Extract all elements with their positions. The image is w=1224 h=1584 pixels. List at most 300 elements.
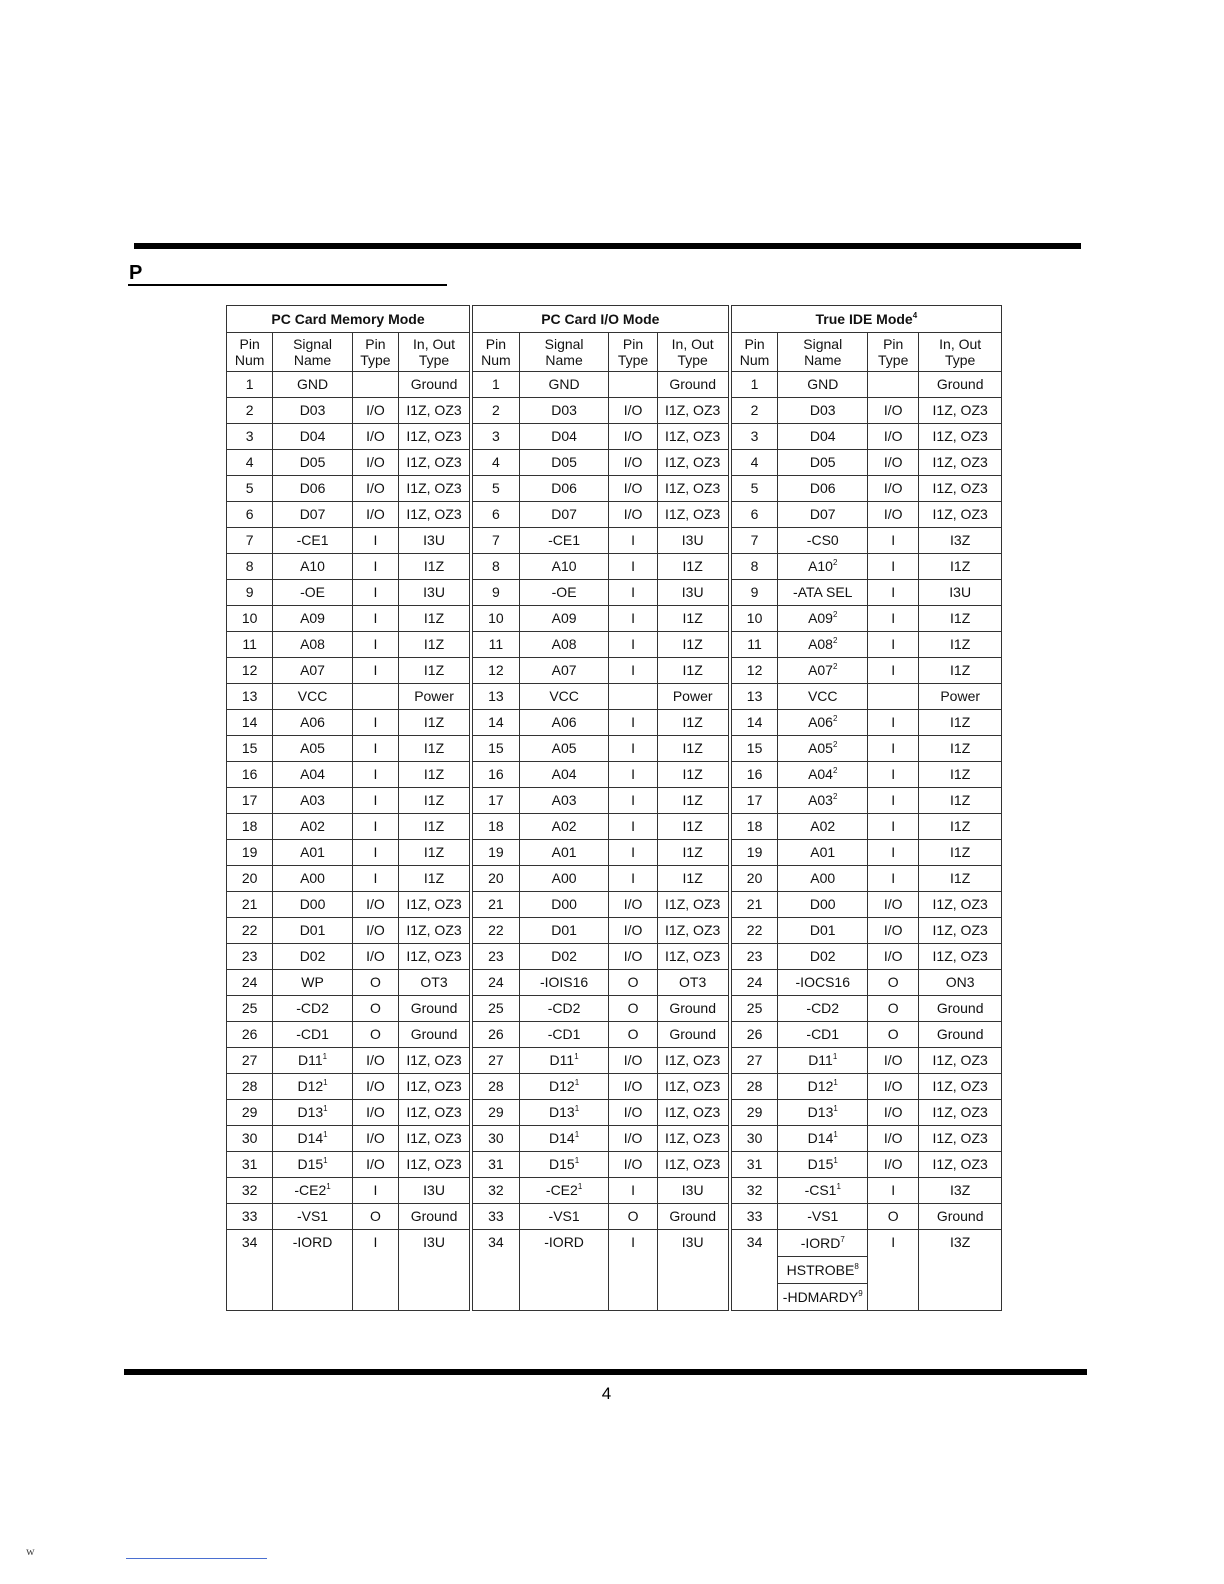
- pin-type-cell: I/O: [609, 1100, 657, 1126]
- in-out-type-cell: I1Z: [919, 606, 1002, 632]
- in-out-type-cell: I1Z, OZ3: [657, 944, 730, 970]
- column-header-row: [227, 333, 1002, 372]
- pin-num-cell: 25: [730, 996, 778, 1022]
- pin-num-cell: 4: [471, 450, 519, 476]
- pin-num-cell: 7: [471, 528, 519, 554]
- pin-type-cell: I: [352, 840, 398, 866]
- pin-num-cell: 9: [730, 580, 778, 606]
- in-out-type-cell: OT3: [657, 970, 730, 996]
- signal-name-cell: GND: [778, 372, 868, 398]
- footnote-marker: 1: [574, 1156, 580, 1165]
- signal-name-cell: D00: [778, 892, 868, 918]
- footnote-marker: 1: [574, 1052, 579, 1061]
- pin-num-cell: 23: [227, 944, 273, 970]
- in-out-type-cell: I1Z, OZ3: [919, 892, 1002, 918]
- signal-name-cell: $D15^1$: [519, 1152, 609, 1178]
- pin-num-cell: 5: [730, 476, 778, 502]
- in-out-type-cell: I3U: [399, 580, 471, 606]
- pin-num-cell: 13: [227, 684, 273, 710]
- pin-type-cell: I/O: [868, 476, 919, 502]
- in-out-type-cell: I1Z, OZ3: [657, 398, 730, 424]
- pin-num-cell: 3: [227, 424, 273, 450]
- in-out-type-cell: Ground: [657, 372, 730, 398]
- pin-num-cell: 1: [227, 372, 273, 398]
- signal-name-cell: $D13^1$: [519, 1100, 609, 1126]
- signal-name-cell: A00: [273, 866, 353, 892]
- in-out-type-cell: Ground: [919, 996, 1002, 1022]
- pin-type-cell: I/O: [352, 1074, 398, 1100]
- pin-num-cell: 18: [471, 814, 519, 840]
- pin-num-cell: 22: [471, 918, 519, 944]
- table-row: [227, 606, 1002, 632]
- signal-name-cell: D01: [519, 918, 609, 944]
- signal-name-cell: D06: [519, 476, 609, 502]
- in-out-type-cell: Ground: [657, 996, 730, 1022]
- pin-num-cell: 15: [471, 736, 519, 762]
- pin-type-cell: I/O: [868, 398, 919, 424]
- in-out-type-cell: I1Z, OZ3: [657, 1152, 730, 1178]
- signal-name-cell: $A03^2$: [778, 788, 868, 814]
- pin-num-cell: 13: [730, 684, 778, 710]
- signal-name-cell: A02: [273, 814, 353, 840]
- pin-num-cell: 19: [227, 840, 273, 866]
- in-out-type-cell: Power: [919, 684, 1002, 710]
- table-row: [227, 1230, 1002, 1311]
- in-out-type-cell: Ground: [399, 1022, 471, 1048]
- signal-name-cell: A09: [273, 606, 353, 632]
- pin-type-cell: I: [609, 736, 657, 762]
- footnote-marker: 1: [574, 1130, 580, 1139]
- signal-name-entry: -HDMARDY$^9$: [778, 1283, 867, 1310]
- pin-type-cell: O: [868, 1022, 919, 1048]
- in-out-type-cell: I1Z, OZ3: [657, 476, 730, 502]
- pin-num-cell: 25: [227, 996, 273, 1022]
- in-out-type-cell: I1Z: [919, 736, 1002, 762]
- group-header-ide-mode: True IDE Mode$^4$: [730, 306, 1002, 333]
- table-row: [227, 840, 1002, 866]
- in-out-type-cell: I1Z, OZ3: [399, 450, 471, 476]
- signal-name-cell: -CE1: [273, 528, 353, 554]
- in-out-type-cell: I1Z, OZ3: [919, 424, 1002, 450]
- in-out-type-cell: I1Z: [399, 788, 471, 814]
- signal-name-cell: -ATA SEL: [778, 580, 868, 606]
- in-out-type-cell: I1Z, OZ3: [919, 476, 1002, 502]
- pin-num-cell: 8: [227, 554, 273, 580]
- in-out-type-cell: I3U: [657, 580, 730, 606]
- in-out-type-cell: I1Z, OZ3: [657, 1100, 730, 1126]
- signal-name-cell: -CD1: [273, 1022, 353, 1048]
- pin-num-cell: 2: [471, 398, 519, 424]
- in-out-type-cell: I3U: [657, 1178, 730, 1204]
- in-out-type-cell: I1Z: [919, 866, 1002, 892]
- in-out-type-cell: I1Z, OZ3: [399, 502, 471, 528]
- signal-name-cell: A01: [273, 840, 353, 866]
- signal-name-cell: -IORD: [519, 1230, 609, 1311]
- pin-type-cell: O: [352, 996, 398, 1022]
- pin-type-cell: I: [609, 840, 657, 866]
- pin-type-cell: I: [352, 814, 398, 840]
- in-out-type-cell: I1Z: [657, 554, 730, 580]
- in-out-type-cell: I3Z: [919, 528, 1002, 554]
- pin-num-cell: 17: [471, 788, 519, 814]
- pin-type-cell: [352, 372, 398, 398]
- pin-type-cell: I/O: [352, 450, 398, 476]
- in-out-type-cell: I1Z: [657, 840, 730, 866]
- signal-name-cell: WP: [273, 970, 353, 996]
- pin-type-cell: I: [868, 866, 919, 892]
- pin-type-cell: I: [352, 866, 398, 892]
- pin-num-cell: 23: [730, 944, 778, 970]
- pin-num-cell: 16: [730, 762, 778, 788]
- signal-name-cell: A01: [778, 840, 868, 866]
- in-out-type-cell: ON3: [919, 970, 1002, 996]
- in-out-type-cell: I1Z: [919, 762, 1002, 788]
- signal-name-cell: $A07^2$: [778, 658, 868, 684]
- table-row: [227, 710, 1002, 736]
- pin-type-cell: I: [352, 762, 398, 788]
- pin-num-cell: 4: [730, 450, 778, 476]
- signal-name-cell: D03: [778, 398, 868, 424]
- pin-num-cell: 2: [227, 398, 273, 424]
- pin-num-cell: 26: [471, 1022, 519, 1048]
- pin-type-cell: I: [352, 580, 398, 606]
- pin-type-cell: I/O: [609, 450, 657, 476]
- in-out-type-cell: Ground: [919, 1022, 1002, 1048]
- in-out-type-cell: I1Z: [399, 632, 471, 658]
- pin-type-cell: O: [868, 996, 919, 1022]
- group-header-row: [227, 306, 1002, 333]
- signal-name-cell: A06: [273, 710, 353, 736]
- pin-num-cell: 26: [227, 1022, 273, 1048]
- in-out-type-cell: I1Z, OZ3: [657, 1126, 730, 1152]
- section-heading: P: [129, 262, 143, 284]
- pin-num-cell: 12: [730, 658, 778, 684]
- pin-num-cell: 29: [471, 1100, 519, 1126]
- footnote-marker: 7: [840, 1235, 845, 1244]
- signal-name-cell: $D15^1$: [273, 1152, 353, 1178]
- signal-name-cell: A05: [273, 736, 353, 762]
- table-row: [227, 866, 1002, 892]
- pin-type-cell: I/O: [352, 1048, 398, 1074]
- in-out-type-cell: I1Z, OZ3: [399, 1048, 471, 1074]
- signal-name-cell: D04: [519, 424, 609, 450]
- in-out-type-cell: I1Z, OZ3: [919, 398, 1002, 424]
- in-out-type-cell: I3Z: [919, 1178, 1002, 1204]
- pin-type-cell: O: [352, 970, 398, 996]
- pin-num-cell: 24: [730, 970, 778, 996]
- signal-name-cell: $D14^1$: [778, 1126, 868, 1152]
- table-row: [227, 450, 1002, 476]
- in-out-type-cell: I1Z, OZ3: [657, 1048, 730, 1074]
- signal-name-cell: D03: [273, 398, 353, 424]
- footnote-marker: 1: [322, 1052, 328, 1061]
- pin-type-cell: I: [868, 528, 919, 554]
- pin-type-cell: I/O: [609, 1048, 657, 1074]
- in-out-type-cell: I1Z: [919, 554, 1002, 580]
- pin-num-cell: 29: [227, 1100, 273, 1126]
- signal-name-cell: -CD2: [778, 996, 868, 1022]
- pin-type-cell: I/O: [868, 1126, 919, 1152]
- table-row: [227, 970, 1002, 996]
- pin-type-cell: [609, 684, 657, 710]
- table-row: [227, 372, 1002, 398]
- signal-name-cell: A10: [273, 554, 353, 580]
- pin-type-cell: I: [352, 788, 398, 814]
- in-out-type-cell: I1Z: [919, 840, 1002, 866]
- pin-type-cell: O: [352, 1204, 398, 1230]
- in-out-type-cell: I1Z: [399, 762, 471, 788]
- pin-num-cell: 6: [471, 502, 519, 528]
- pin-type-cell: I/O: [609, 918, 657, 944]
- in-out-type-cell: I1Z: [657, 632, 730, 658]
- column-header-pin-num: Pin Num: [471, 333, 519, 372]
- in-out-type-cell: I1Z: [657, 788, 730, 814]
- signal-name-cell: D06: [273, 476, 353, 502]
- table-row: [227, 1152, 1002, 1178]
- table-row: [227, 658, 1002, 684]
- in-out-type-cell: I1Z, OZ3: [399, 1152, 471, 1178]
- pin-type-cell: I/O: [868, 892, 919, 918]
- signal-name-cell: A00: [778, 866, 868, 892]
- pin-num-cell: 10: [471, 606, 519, 632]
- pin-num-cell: 18: [730, 814, 778, 840]
- pin-num-cell: 14: [471, 710, 519, 736]
- pin-num-cell: 15: [730, 736, 778, 762]
- pin-num-cell: 33: [227, 1204, 273, 1230]
- signal-name-entry: HSTROBE$^8$: [778, 1256, 867, 1283]
- in-out-type-cell: I1Z, OZ3: [657, 450, 730, 476]
- pin-type-cell: I/O: [868, 1074, 919, 1100]
- pin-type-cell: I: [609, 528, 657, 554]
- in-out-type-cell: I1Z, OZ3: [919, 1048, 1002, 1074]
- footnote-marker: 1: [833, 1104, 838, 1113]
- in-out-type-cell: I1Z, OZ3: [919, 1100, 1002, 1126]
- signal-name-cell: A07: [273, 658, 353, 684]
- pin-type-cell: [868, 372, 919, 398]
- signal-name-cell: D07: [273, 502, 353, 528]
- pin-num-cell: 30: [730, 1126, 778, 1152]
- pin-num-cell: 31: [471, 1152, 519, 1178]
- pin-type-cell: I: [352, 554, 398, 580]
- pin-num-cell: 2: [730, 398, 778, 424]
- footnote-marker: 1: [323, 1130, 328, 1139]
- pin-num-cell: 8: [471, 554, 519, 580]
- pin-num-cell: 21: [227, 892, 273, 918]
- table-row: [227, 1022, 1002, 1048]
- pin-num-cell: 6: [227, 502, 273, 528]
- pin-type-cell: I: [868, 762, 919, 788]
- pin-num-cell: 1: [730, 372, 778, 398]
- column-header-signal-name: Signal Name: [778, 333, 868, 372]
- signal-name-cell: $D15^1$: [778, 1152, 868, 1178]
- signal-name-cell: $-CE2^1$: [273, 1178, 353, 1204]
- table-header: [227, 306, 1002, 372]
- signal-name-cell: A02: [519, 814, 609, 840]
- pin-num-cell: 5: [471, 476, 519, 502]
- pin-num-cell: 20: [227, 866, 273, 892]
- group-header-memory-mode: PC Card Memory Mode: [227, 306, 472, 333]
- pin-num-cell: 32: [730, 1178, 778, 1204]
- heading-underline: [128, 284, 447, 286]
- signal-name-cell: -VS1: [778, 1204, 868, 1230]
- pin-type-cell: I/O: [352, 944, 398, 970]
- in-out-type-cell: Power: [657, 684, 730, 710]
- pin-type-cell: I/O: [868, 502, 919, 528]
- table-row: [227, 476, 1002, 502]
- signal-name-cell: -VS1: [273, 1204, 353, 1230]
- group-header-io-mode: PC Card I/O Mode: [471, 306, 730, 333]
- pin-num-cell: 34: [730, 1230, 778, 1311]
- in-out-type-cell: I1Z, OZ3: [399, 892, 471, 918]
- footnote-marker: 4: [912, 310, 918, 320]
- signal-name-cell: A03: [519, 788, 609, 814]
- in-out-type-cell: I1Z, OZ3: [919, 502, 1002, 528]
- signal-name-cell: $D13^1$: [273, 1100, 353, 1126]
- pin-type-cell: I: [352, 736, 398, 762]
- pin-type-cell: I: [609, 606, 657, 632]
- in-out-type-cell: I1Z: [657, 658, 730, 684]
- signal-name-cell: D01: [273, 918, 353, 944]
- table-row: [227, 1074, 1002, 1100]
- footnote-marker: 9: [858, 1289, 863, 1298]
- in-out-type-cell: Ground: [399, 1204, 471, 1230]
- signal-name-cell: A08: [519, 632, 609, 658]
- pin-num-cell: 24: [227, 970, 273, 996]
- table-row: [227, 502, 1002, 528]
- pin-type-cell: I: [352, 606, 398, 632]
- in-out-type-cell: I3U: [399, 1178, 471, 1204]
- signal-name-cell: D05: [778, 450, 868, 476]
- signal-name-cell: D04: [778, 424, 868, 450]
- pin-num-cell: 6: [730, 502, 778, 528]
- pin-type-cell: O: [868, 1204, 919, 1230]
- in-out-type-cell: I3U: [399, 528, 471, 554]
- pin-num-cell: 8: [730, 554, 778, 580]
- signal-name-cell: -CE1: [519, 528, 609, 554]
- pin-type-cell: I: [352, 710, 398, 736]
- in-out-type-cell: I1Z: [399, 658, 471, 684]
- pin-num-cell: 3: [730, 424, 778, 450]
- table-row: [227, 1048, 1002, 1074]
- pin-type-cell: I: [868, 788, 919, 814]
- in-out-type-cell: I1Z: [919, 814, 1002, 840]
- pin-num-cell: 25: [471, 996, 519, 1022]
- pin-type-cell: I/O: [609, 892, 657, 918]
- in-out-type-cell: Power: [399, 684, 471, 710]
- signal-name-cell: $D12^1$: [519, 1074, 609, 1100]
- signal-name-cell: $D12^1$: [273, 1074, 353, 1100]
- signal-name-cell: $A05^2$: [778, 736, 868, 762]
- in-out-type-cell: I3U: [919, 580, 1002, 606]
- pin-type-cell: O: [868, 970, 919, 996]
- in-out-type-cell: I1Z, OZ3: [919, 1074, 1002, 1100]
- pin-type-cell: I/O: [609, 1126, 657, 1152]
- pin-num-cell: 23: [471, 944, 519, 970]
- pin-num-cell: 30: [227, 1126, 273, 1152]
- footnote-marker: 1: [323, 1156, 328, 1165]
- pin-num-cell: 32: [471, 1178, 519, 1204]
- pin-type-cell: I: [609, 788, 657, 814]
- pin-num-cell: 28: [227, 1074, 273, 1100]
- pin-num-cell: 11: [471, 632, 519, 658]
- signal-name-cell: D03: [519, 398, 609, 424]
- pin-type-cell: I/O: [609, 476, 657, 502]
- signal-name-cell: $D11^1$: [273, 1048, 353, 1074]
- footnote-marker: 2: [832, 740, 838, 749]
- pin-num-cell: 13: [471, 684, 519, 710]
- pin-type-cell: I: [352, 528, 398, 554]
- in-out-type-cell: I1Z, OZ3: [399, 1074, 471, 1100]
- in-out-type-cell: I1Z: [399, 606, 471, 632]
- pin-num-cell: 20: [730, 866, 778, 892]
- column-header-signal-name: Signal Name: [519, 333, 609, 372]
- pin-num-cell: 16: [471, 762, 519, 788]
- pin-type-cell: I/O: [352, 398, 398, 424]
- pin-num-cell: 11: [730, 632, 778, 658]
- in-out-type-cell: I1Z: [657, 736, 730, 762]
- pin-num-cell: 22: [227, 918, 273, 944]
- table-row: [227, 944, 1002, 970]
- footnote-marker: 2: [832, 714, 838, 723]
- signal-name-cell: -OE: [273, 580, 353, 606]
- bottom-rule: [124, 1369, 1087, 1375]
- column-header-in-out-type: In, Out Type: [657, 333, 730, 372]
- signal-name-cell: A06: [519, 710, 609, 736]
- signal-name-cell: $A10^2$: [778, 554, 868, 580]
- in-out-type-cell: I3Z: [919, 1230, 1002, 1311]
- pin-type-cell: O: [609, 1204, 657, 1230]
- table-row: [227, 814, 1002, 840]
- pin-type-cell: I: [352, 658, 398, 684]
- signal-name-cell: VCC: [778, 684, 868, 710]
- in-out-type-cell: I1Z: [399, 710, 471, 736]
- pin-num-cell: 7: [730, 528, 778, 554]
- in-out-type-cell: I1Z: [399, 554, 471, 580]
- signal-name-cell: [778, 1230, 868, 1311]
- in-out-type-cell: I1Z: [657, 762, 730, 788]
- pin-num-cell: 1: [471, 372, 519, 398]
- signal-name-cell: VCC: [519, 684, 609, 710]
- pin-type-cell: I/O: [352, 1152, 398, 1178]
- signal-name-cell: A03: [273, 788, 353, 814]
- column-header-pin-type: Pin Type: [609, 333, 657, 372]
- in-out-type-cell: I1Z, OZ3: [919, 1152, 1002, 1178]
- footnote-marker: 2: [832, 636, 838, 645]
- pin-num-cell: 28: [471, 1074, 519, 1100]
- pin-type-cell: I/O: [352, 918, 398, 944]
- signal-name-entry: -IORD$^7$: [800, 1235, 845, 1251]
- pin-num-cell: 19: [730, 840, 778, 866]
- in-out-type-cell: I1Z, OZ3: [399, 918, 471, 944]
- signal-name-cell: D02: [273, 944, 353, 970]
- pin-type-cell: I: [868, 606, 919, 632]
- signal-name-cell: D05: [519, 450, 609, 476]
- pin-type-cell: I/O: [352, 424, 398, 450]
- table-body: [227, 372, 1002, 1311]
- signal-name-cell: D00: [273, 892, 353, 918]
- table-row: [227, 788, 1002, 814]
- footnote-marker: 1: [574, 1078, 580, 1087]
- pin-type-cell: I/O: [868, 450, 919, 476]
- pin-type-cell: I: [609, 554, 657, 580]
- signal-name-cell: -CD2: [519, 996, 609, 1022]
- footer-link-underline: [126, 1558, 267, 1559]
- signal-name-cell: A10: [519, 554, 609, 580]
- in-out-type-cell: I3U: [657, 528, 730, 554]
- signal-name-cell: $D11^1$: [778, 1048, 868, 1074]
- column-header-in-out-type: In, Out Type: [919, 333, 1002, 372]
- footnote-marker: 2: [832, 792, 838, 801]
